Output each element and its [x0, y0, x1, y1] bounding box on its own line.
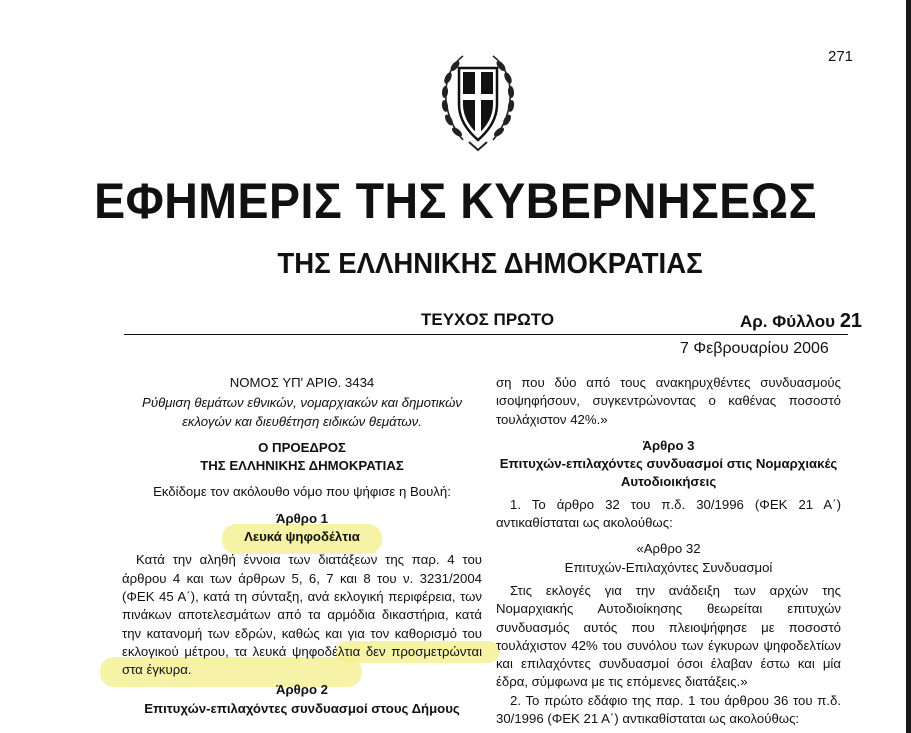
article3-heading: Άρθρο 3: [642, 437, 695, 453]
president-title-2: ΤΗΣ ΕΛΛΗΝΙΚΗΣ ΔΗΜΟΚΡΑΤΙΑΣ: [200, 458, 404, 474]
president-title-1: Ο ΠΡΟΕΔΡΟΣ: [258, 439, 346, 455]
law-title: ΝΟΜΟΣ ΥΠ' ΑΡΙΘ. 3434: [229, 375, 375, 390]
gazette-title: ΕΦΗΜΕΡΙΣ ΤΗΣ ΚΥΒΕΡΝΗΣΕΩΣ: [94, 173, 817, 229]
law-subject: Ρύθμιση θεμάτων εθνικών, νομαρχιακών και δημοτικών εκλογών και διευθέτηση ειδικών θεμάτων.: [142, 395, 462, 429]
greek-coat-of-arms-icon: [433, 42, 523, 154]
header-rule-top: [124, 334, 848, 335]
article3-paragraph2: 2. Το πρώτο εδάφιο της παρ. 1 του άρθρου 36 του π.δ. 30/1996 (ΦΕΚ 21 Α΄) αντικαθίσταται ως ακολούθως:: [496, 692, 841, 727]
article1-title: Λευκά ψηφοδέλτια: [244, 529, 360, 545]
article1-heading: Άρθρο 1: [275, 510, 329, 526]
sheet-label: Αρ. Φύλλου: [740, 312, 836, 331]
page-number: 271: [828, 48, 854, 65]
right-column: [496, 374, 841, 728]
article2-title: Επιτυχών-επιλαχόντες συνδυασμοί στους Δήμους: [144, 700, 460, 716]
article32-title: Επιτυχών-Επιλαχόντες Συνδυασμοί: [564, 559, 773, 575]
continuation-text: ση που δύο από τους ανακηρυχθέντες συνδυασμούς ισοψηφήσουν, συγκεντρώνοντας ο καθένας ποσοστό τουλάχιστον 42%.»: [496, 375, 841, 427]
article32-heading: «Αρθρο 32: [636, 541, 701, 557]
article2-heading: Άρθρο 2: [275, 682, 329, 698]
left-column: [122, 374, 482, 718]
article3-paragraph1: 1. Το άρθρο 32 του π.δ. 30/1996 (ΦΕΚ 21 Α΄) αντικαθίσταται ως ακολούθως:: [496, 496, 841, 531]
article32-text: Στις εκλογές για την ανάδειξη των αρχών της Νομαρχιακής Αυτοδιοίκησης θεωρείται επιτυχών συνδυασμός αυτός που πλειοψήφησε με ποσοστό τουλάχιστον 42% του συνόλου των έγκυρων ψηφοδελτίων και επιλαχόντες συνδυασμοί όσοι έλαβαν έστω και μία έδρα, σύμφωνα με τις επόμενες διατάξεις.»: [496, 582, 841, 690]
gazette-subtitle: ΤΗΣ ΕΛΛΗΝΙΚΗΣ ΔΗΜΟΚΡΑΤΙΑΣ: [277, 248, 703, 280]
enactment-formula: Εκδίδομε τον ακόλουθο νόμο που ψήφισε η Βουλή:: [153, 484, 451, 500]
article1-text: Κατά την αληθή έννοια των διατάξεων της παρ. 4 του άρθρου 4 και των άρθρων 5, 6, 7 και 8 του ν. 3231/2004 (ΦΕΚ 45 Α΄), κατά τη σύνταξη, ανά εκλογική περιφέρεια, των πινάκων αποτελεσμάτων από τα αρμόδια δικαστήρια, κατά την κατανομή των εδρών, καθώς και για τον καθορισμό του εκλογικού μέτρου, τα λευκά ψηφοδέλτια δεν προσμετρώνται στα έγκυρα.: [122, 552, 482, 678]
issue-date: 7 Φεβρουαρίου 2006: [680, 340, 829, 357]
sheet-value: 21: [839, 310, 863, 332]
sheet-number: [740, 310, 862, 333]
article3-title: Επιτυχών-επιλαχόντες συνδυασμοί στις Νομαρχιακές Αυτοδιοικήσεις: [499, 456, 838, 490]
issue-label: ΤΕΥΧΟΣ ΠΡΩΤΟ: [421, 310, 555, 329]
